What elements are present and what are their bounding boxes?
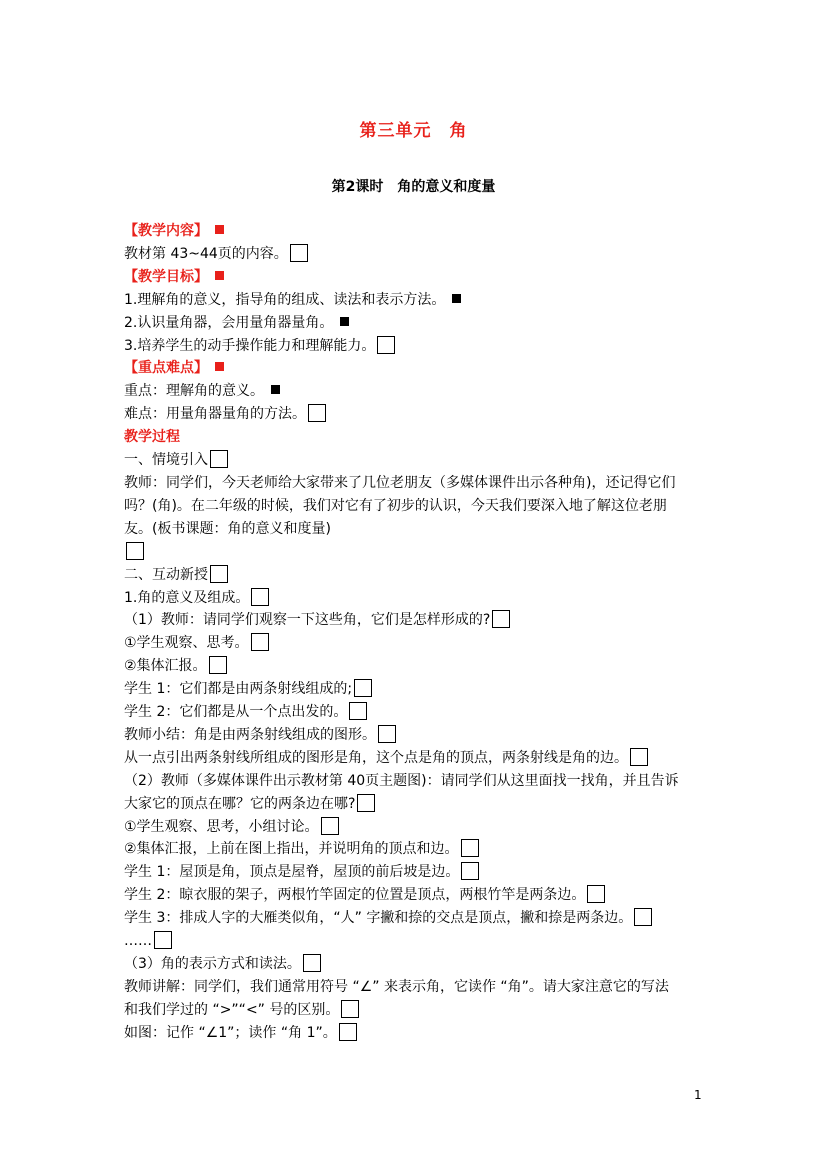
line-text: （2）教师（多媒体课件出示教材第 40页主题图)：请同学们从这里面找一找角，并且告诉 [124,772,679,789]
line-text: 【教学内容】 [124,223,208,239]
line-text: 3.培养学生的动手操作能力和理解能力。 [124,337,376,354]
text-line [124,609,714,632]
line-text: ②集体汇报，上前在图上指出，并说明角的顶点和边。 [124,841,459,858]
text-line [124,472,714,495]
text-line [124,678,714,701]
line-text: 学生 1：屋顶是角，顶点是屋脊，屋顶的前后坡是边。 [124,864,460,881]
line-text: （1）教师：请同学们观察一下这些角，它们是怎样形成的? [124,612,491,629]
lesson-body [124,220,714,1045]
filled-square-icon [215,362,224,371]
text-line [124,289,714,312]
page-number: 1 [694,1088,702,1102]
text-line [124,747,714,770]
text-line [124,564,714,587]
text-line [124,312,714,335]
line-text: 1.理解角的意义，指导角的组成、读法和表示方法。 [124,291,446,308]
line-text: 【重点难点】 [124,360,208,377]
line-text: 重点：理解角的意义。 [124,383,264,400]
text-line [124,838,714,861]
empty-box-icon [210,450,228,468]
filled-square-icon [271,385,280,394]
line-text: 难点：用量角器量角的方法。 [124,406,306,423]
empty-box-icon [308,404,326,422]
filled-square-icon [340,317,349,326]
line-text: 学生 3：排成人字的大雁类似角，“人” 字撇和捺的交点是顶点，撇和捺是两条边。 [124,910,633,927]
text-line [124,541,714,564]
empty-box-icon [321,817,339,835]
text-line [124,976,714,999]
line-text: 教学过程 [124,429,180,446]
empty-box-icon [251,633,269,651]
text-line [124,1022,714,1045]
line-text: 2.认识量角器，会用量角器量角。 [124,314,334,331]
empty-box-icon [354,679,372,697]
section-heading [124,426,714,449]
page-title: 第三单元 角 [359,121,468,141]
filled-square-icon [452,294,461,303]
text-line [124,999,714,1022]
line-text: 学生 2：它们都是从一个点出发的。 [124,704,348,721]
line-text: 教师小结：角是由两条射线组成的图形。 [124,726,376,743]
empty-box-icon [303,954,321,972]
line-text: ②集体汇报。 [124,658,207,675]
line-text: …… [124,933,152,950]
text-line [124,701,714,724]
empty-box-icon [209,656,227,674]
line-text: 如图：记作 “∠1”；读作 “角 1”。 [124,1024,337,1041]
text-line [124,518,714,541]
text-line [124,632,714,655]
empty-box-icon [251,588,269,606]
empty-box-icon [461,862,479,880]
empty-box-icon [461,839,479,857]
line-text: 教师讲解：同学们，我们通常用符号 “∠” 来表示角，它读作 “角”。请大家注意它的写法 [124,978,669,995]
empty-box-icon [154,931,172,949]
empty-box-icon [339,1023,357,1041]
empty-box-icon [126,542,144,560]
empty-box-icon [341,1000,359,1018]
text-line [124,403,714,426]
empty-box-icon [349,702,367,720]
line-text: 1.角的意义及组成。 [124,589,250,606]
line-text: ①学生观察、思考，小组讨论。 [124,818,319,835]
line-text: 教材第 43~44页的内容。 [124,245,288,262]
text-line [124,793,714,816]
text-line [124,816,714,839]
text-line [124,243,714,266]
text-line [124,930,714,953]
line-text: 学生 2：晾衣服的架子，两根竹竿固定的位置是顶点，两根竹竿是两条边。 [124,887,586,904]
line-text: ①学生观察、思考。 [124,635,249,652]
text-line [124,953,714,976]
text-line [124,335,714,358]
filled-square-icon [215,271,224,280]
line-text: 友。(板书课题：角的意义和度量) [124,520,331,537]
line-text: 一、情境引入 [124,452,208,469]
text-line [124,380,714,403]
line-text: 和我们学过的 “>”“<” 号的区别。 [124,1001,340,1018]
section-heading [124,266,714,289]
empty-box-icon [378,725,396,743]
empty-box-icon [377,336,395,354]
empty-box-icon [290,244,308,262]
line-text: 吗？(角)。在二年级的时候，我们对它有了初步的认识，今天我们要深入地了解这位老朋 [124,497,667,514]
text-line [124,449,714,472]
line-text: 从一点引出两条射线所组成的图形是角，这个点是角的顶点，两条射线是角的边。 [124,749,628,766]
filled-square-icon [215,225,224,234]
empty-box-icon [634,908,652,926]
text-line [124,907,714,930]
section-heading [124,220,714,243]
line-text: 大家它的顶点在哪？它的两条边在哪? [124,795,356,812]
text-line [124,655,714,678]
text-line [124,495,714,518]
line-text: 【教学目标】 [124,268,208,285]
line-text: 教师：同学们，今天老师给大家带来了几位老朋友（多媒体课件出示各种角)，还记得它们 [124,474,676,491]
lesson-subtitle: 第2课时 角的意义和度量 [331,179,496,195]
text-line [124,587,714,610]
empty-box-icon [492,610,510,628]
text-line [124,884,714,907]
section-heading [124,357,714,380]
line-text: （3）角的表示方式和读法。 [124,956,301,972]
line-text: 二、互动新授 [124,566,208,583]
empty-box-icon [357,794,375,812]
empty-box-icon [587,885,605,903]
text-line [124,861,714,884]
empty-box-icon [210,565,228,583]
empty-box-icon [630,748,648,766]
text-line [124,770,714,793]
text-line [124,724,714,747]
line-text: 学生 1：它们都是由两条射线组成的; [124,681,353,698]
